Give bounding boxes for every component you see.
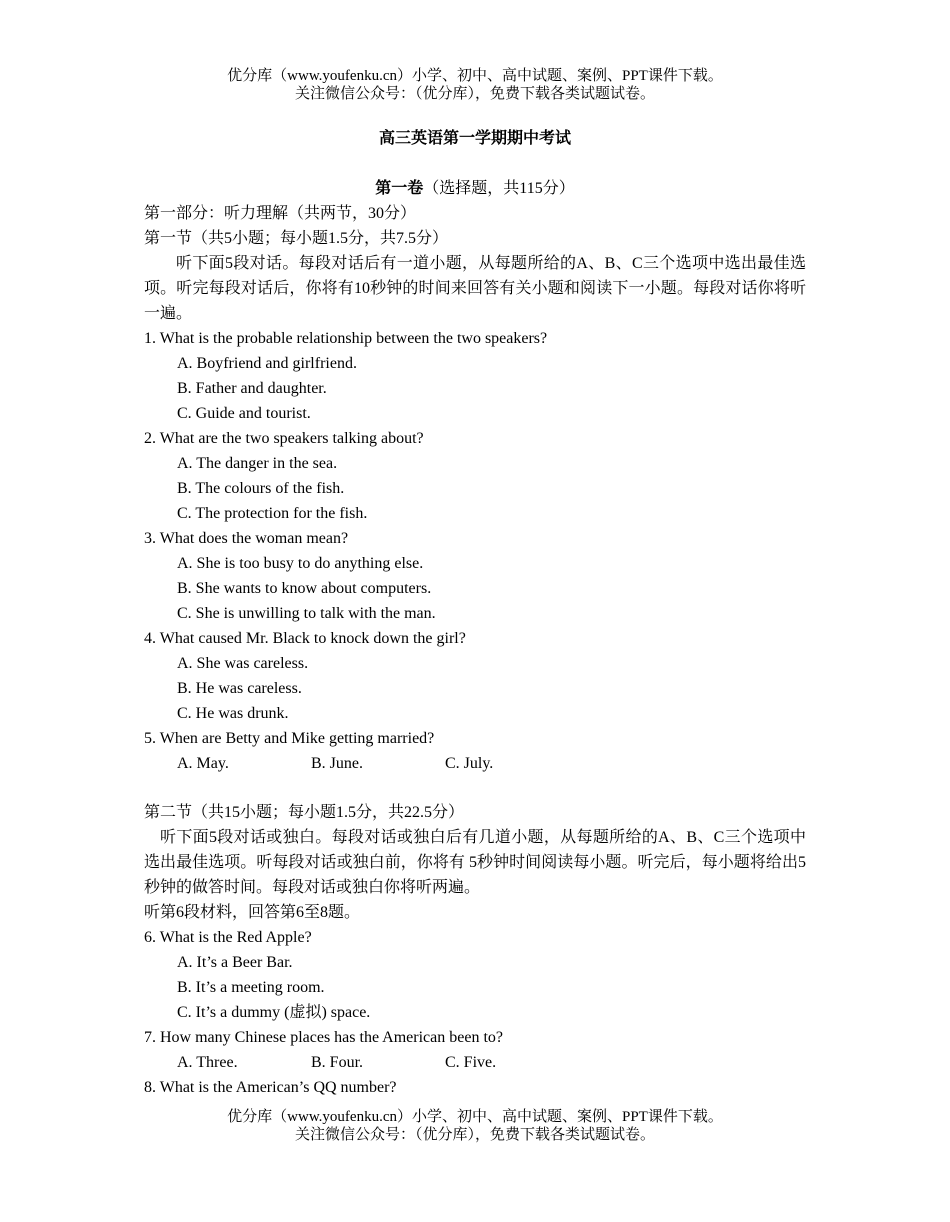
q4-option-c: C. He was drunk. [177,705,289,722]
q1-option-b: B. Father and daughter. [177,380,327,397]
question-4: 4. What caused Mr. Black to knock down the girl? [144,630,466,647]
q2-option-a: A. The danger in the sea. [177,455,338,472]
footer-line-1: 优分库（www.youfenku.cn）小学、初中、高中试题、案例、PPT课件下载。 [227,1109,723,1125]
q3-option-c: C. She is unwilling to talk with the man. [177,605,436,622]
question-6: 6. What is the Red Apple? [144,929,312,946]
q7-option-b: B. Four. [311,1054,364,1071]
volume-name: 第一卷 [375,180,424,197]
footer-line-2: 关注微信公众号：（优分库），免费下载各类试题试卷。 [294,1127,655,1143]
q7-option-c: C. Five. [445,1054,497,1071]
q5-option-a: A. May. [177,755,229,772]
question-5: 5. When are Betty and Mike getting married? [144,730,435,747]
question-3: 3. What does the woman mean? [144,530,349,547]
question-8: 8. What is the American’s QQ number? [144,1079,397,1096]
q1-option-a: A. Boyfriend and girlfriend. [177,355,357,372]
q5-option-c: C. July. [445,755,494,772]
question-1: 1. What is the probable relationship between the two speakers? [144,330,548,347]
q6-option-a: A. It’s a Beer Bar. [177,954,293,971]
exam-title: 高三英语第一学期期中考试 [378,130,571,147]
question-7: 7. How many Chinese places has the American been to? [144,1029,503,1046]
q4-option-b: B. He was careless. [177,680,302,697]
section2-instructions: 听下面5段对话或独白。每段对话或独白后有几道小题，从每题所给的A、B、C三个选项中选出最佳选项。听每段对话或独白前，你将有 5秒钟时间阅读每小题。听完后，每小题将给出5秒钟的做答时间。每段对话或独白你将听两遍。 [144,829,806,896]
section1-heading: 第一节（共5小题；每小题1.5分，共7.5分） [144,230,449,247]
q7-options [144,1050,806,1075]
question-2: 2. What are the two speakers talking about? [144,430,424,447]
q3-option-b: B. She wants to know about computers. [177,580,432,597]
q5-option-b: B. June. [311,755,363,772]
section2-heading: 第二节（共15小题；每小题1.5分，共22.5分） [144,804,465,821]
material-6-note: 听第6段材料，回答第6至8题。 [144,904,361,921]
q1-option-c: C. Guide and tourist. [177,405,311,422]
q2-option-b: B. The colours of the fish. [177,480,345,497]
q7-option-a: A. Three. [177,1054,238,1071]
volume-desc: （选择题，共115分） [423,180,575,197]
page-header [0,67,950,103]
q4-option-a: A. She was careless. [177,655,309,672]
q2-option-c: C. The protection for the fish. [177,505,368,522]
volume-heading [144,176,806,201]
q6-option-b: B. It’s a meeting room. [177,979,325,996]
part1-heading: 第一部分：听力理解（共两节，30分） [144,205,417,222]
q6-option-c: C. It’s a dummy (虚拟) space. [177,1004,371,1021]
spacer [144,776,806,800]
q5-options [144,751,806,776]
q3-option-a: A. She is too busy to do anything else. [177,555,424,572]
section1-instructions: 听下面5段对话。每段对话后有一道小题，从每题所给的A、B、C三个选项中选出最佳选项。听完每段对话后，你将有10秒钟的时间来回答有关小题和阅读下一小题。每段对话你将听一遍。 [144,255,806,322]
header-line-1: 优分库（www.youfenku.cn）小学、初中、高中试题、案例、PPT课件下载。 [227,68,723,84]
document-body [144,128,806,1100]
page-footer [0,1108,950,1144]
header-line-2: 关注微信公众号：（优分库），免费下载各类试题试卷。 [294,86,655,102]
